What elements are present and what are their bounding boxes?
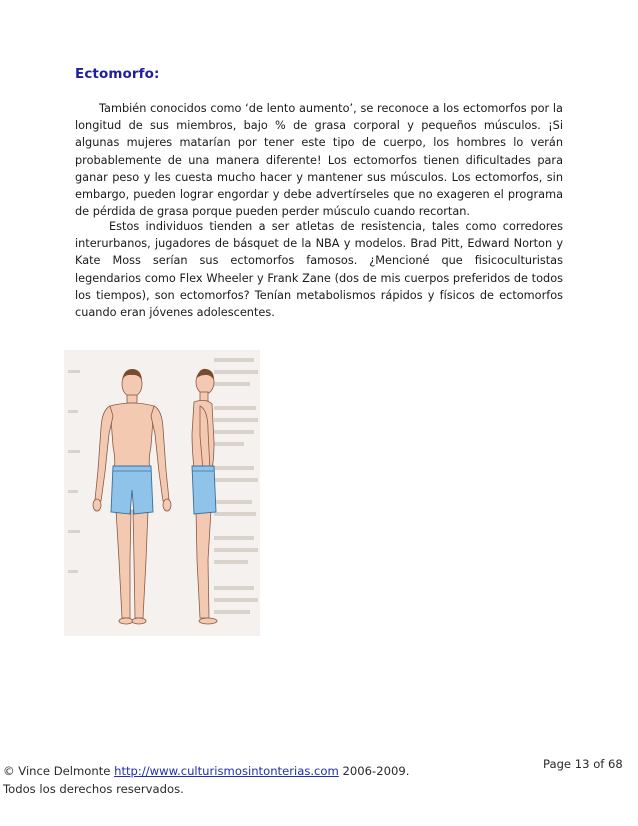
paragraph-examples: Estos individuos tienden a ser atletas de resistencia, tales como corredores interurbanos, jugadores de básquet de la NBA y modelos. Brad Pitt, Edward Norton y Kate Moss serían sus ectomorfos famosos. ¿Mencioné que fisicoculturistas legendarios como Flex Wheeler y Frank Zane (dos de mis cuerpos preferidos de todos los tiempos), son ectomorfos? Tenían metabolismos rápidos y físicos de ectomorfos cuando eran jóvenes adolescentes. (75, 220, 563, 320)
website-link[interactable]: http://www.culturismosintonterias.com (114, 764, 339, 778)
rights-text: Todos los derechos reservados. (3, 781, 184, 796)
copyright-years: 2006-2009. (342, 764, 410, 778)
ectomorph-figure (64, 350, 260, 636)
copyright-text: © Vince Delmonte (3, 764, 111, 778)
ectomorph-body-icon (64, 350, 260, 636)
page-number: Page 13 of 68 (543, 757, 623, 771)
footer-copyright (3, 763, 409, 798)
paragraph-description: También conocidos como ‘de lento aumento’, se reconoce a los ectomorfos por la longitud de sus miembros, bajo % de grasa corporal y pequeños músculos. ¡Si algunas mujeres matarían por tener este tipo de cuerpo, los hombres lo verán probablemente de una manera diferente! Los ectomorfos tienen dificultades para ganar peso y les cuesta mucho hacer y mantener sus músculos. Los ectomorfos, sin embargo, pueden lograr engordar y debe advertírseles que no exageren el programa de pérdida de grasa porque pueden perder músculo cuando recortan. (75, 102, 563, 219)
section-heading: Ectomorfo: (75, 66, 160, 82)
